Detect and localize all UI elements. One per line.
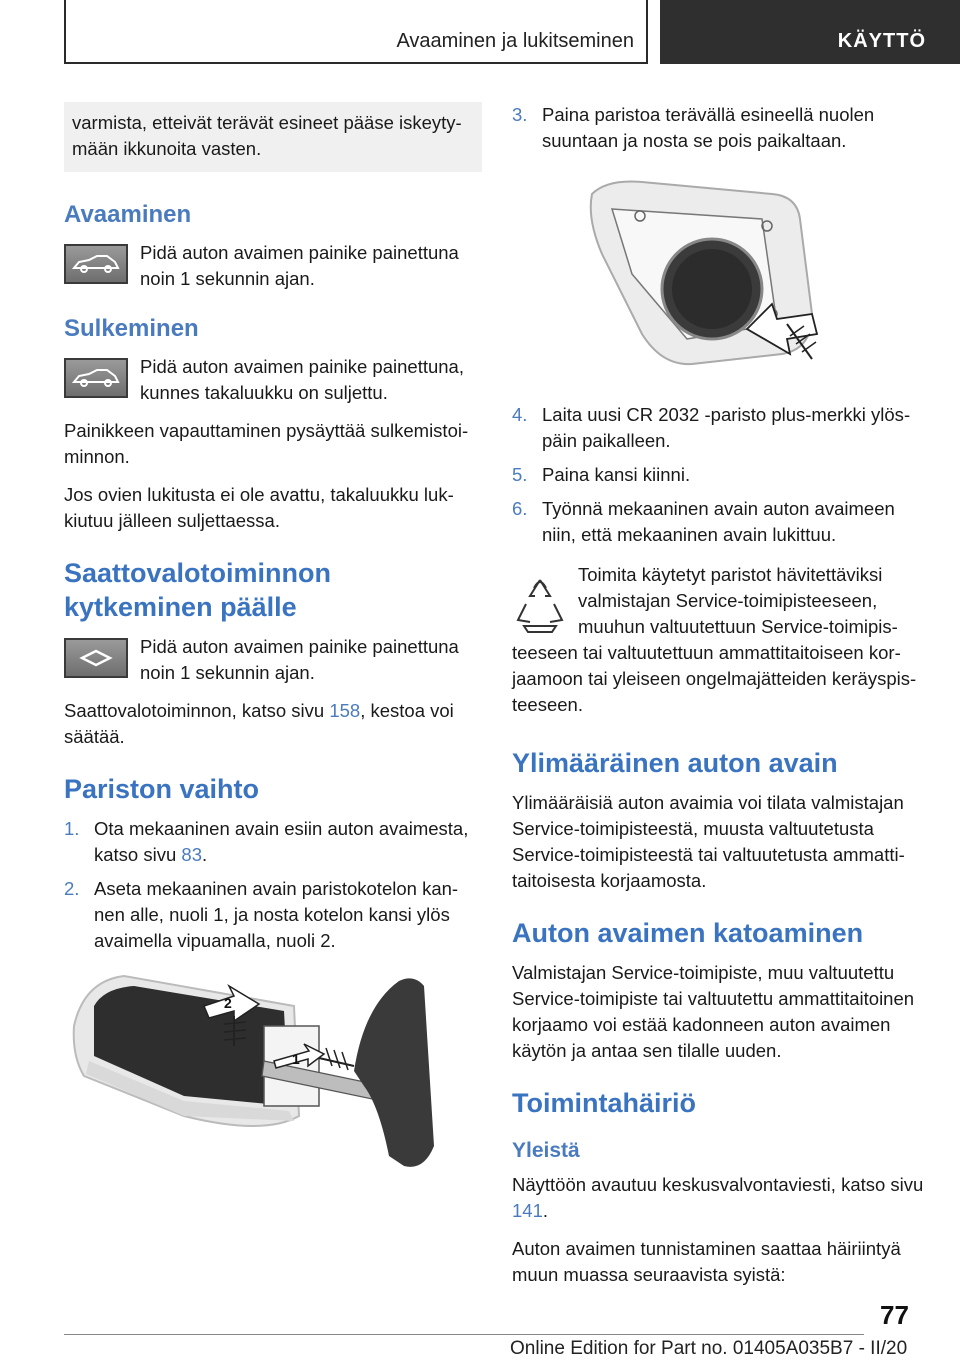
list-item: 2. Aseta mekaaninen avain paristokotelon kannen alle, nuoli 1, ja nosta kotelon kansi ylös avaimella vipuamalla, nuoli 2. — [64, 878, 459, 951]
section-opening — [64, 200, 482, 292]
footer-edition: Online Edition for Part no. 01405A035B7 - II/20 — [510, 1338, 908, 1359]
closing-paragraph-1: Painikkeen vapauttaminen pysäyttää sulkemistoiminnon. — [64, 420, 469, 467]
left-column — [64, 102, 482, 1248]
header-chapter-title: KÄYTTÖ — [837, 30, 926, 52]
list-item: 6. Työnnä mekaaninen avain auton avaimeen niin, että mekaaninen avain lukittuu. — [512, 498, 895, 545]
recycle-note-text: Toimita käytetyt paristot hävitettäviksi valmistajan Service-toimipisteeseen, muuhun valtuutettuun Service-toimipisteeseen tai valtuutettuun ammattitaitoiseen korjaamoon tai yleiseen ongelmajätteiden keräyspisteeseen. — [512, 564, 917, 715]
escort-instruction — [64, 634, 482, 686]
malfunction-title: Toimintahäiriö — [512, 1088, 697, 1118]
closing-paragraph-2: Jos ovien lukitusta ei ole avattu, takaluukku lukkiutuu jälleen suljettaessa. — [64, 484, 454, 531]
lost-key-title: Auton avaimen katoaminen — [512, 918, 864, 948]
list-item: 3. Paina paristoa terävällä esineellä nuolen suuntaan ja nosta se pois paikaltaan. — [512, 104, 875, 151]
section-escort-light — [64, 556, 482, 750]
escort-text: Pidä auton avaimen painike painettuna noin 1 sekunnin ajan. — [140, 636, 459, 683]
headlight-button-icon — [64, 638, 128, 678]
tailgate-button-icon — [64, 358, 128, 398]
tailgate-button-icon — [64, 244, 128, 284]
closing-instruction — [64, 354, 482, 406]
header-section-tab — [64, 0, 648, 64]
arrow-label-1: 1 — [292, 1051, 300, 1067]
list-item: 5. Paina kansi kiinni. — [512, 464, 691, 485]
section-lost-key — [512, 916, 928, 1064]
warning-note-box — [64, 102, 482, 172]
extra-key-title: Ylimääräinen auton avain — [512, 748, 838, 778]
malfunction-paragraph-2: Auton avaimen tunnistaminen saattaa häiriintyä muun muassa seuraavista syistä: — [512, 1238, 901, 1285]
page-number: 77 — [880, 1300, 909, 1330]
opening-title: Avaaminen — [64, 201, 192, 228]
recycle-note — [512, 562, 928, 718]
recycle-icon — [512, 568, 568, 640]
header-section-title: Avaaminen ja lukitseminen — [396, 30, 634, 52]
list-item: 4. Laita uusi CR 2032 -paristo plus-merkki ylöspäin paikalleen. — [512, 404, 911, 451]
battery-title: Pariston vaihto — [64, 774, 260, 804]
section-extra-key — [512, 746, 928, 894]
extra-key-text: Ylimääräisiä auton avaimia voi tilata valmistajan Service-toimipisteestä, muusta valtuutetusta Service-toimipisteestä tai valtuutetusta ammattitaitoisesta korjaamosta. — [512, 792, 905, 891]
page-link-158[interactable]: 158 — [329, 700, 361, 721]
section-closing — [64, 314, 482, 534]
battery-steps-final — [512, 402, 928, 548]
battery-steps-continued — [512, 102, 928, 154]
page-link-83[interactable]: 83 — [181, 844, 202, 865]
arrow-label-2: 2 — [224, 995, 232, 1011]
lost-key-text: Valmistajan Service-toimipiste, muu valtuutettu Service-toimipiste tai valtuutettu ammattitaitoinen korjaamo voi estää kadonneen auton avaimen käytön ja antaa sen tilalle uuden. — [512, 962, 915, 1061]
warning-note-text: varmista, etteivät terävät esineet pääse iskeytymään ikkunoita vasten. — [72, 112, 462, 159]
escort-title: Saattovalotoiminnon kytkeminen päälle — [64, 558, 332, 622]
malfunction-paragraph-1: Näyttöön avautuu keskusvalvontaviesti, katso sivu 141. — [512, 1174, 924, 1221]
key-battery-cover-illustration — [64, 966, 474, 1226]
page-link-141[interactable]: 141 — [512, 1200, 543, 1221]
battery-removal-illustration — [512, 174, 928, 384]
opening-instruction — [64, 240, 482, 292]
battery-steps — [64, 816, 482, 954]
footer-divider — [64, 1334, 864, 1335]
header-chapter-tab — [660, 0, 960, 64]
list-item: 1. Ota mekaaninen avain esiin auton avaimesta, katso sivu 83. — [64, 818, 469, 865]
general-title: Yleistä — [512, 1139, 580, 1162]
closing-title: Sulkeminen — [64, 315, 199, 342]
section-malfunction — [512, 1086, 928, 1288]
right-column — [512, 102, 928, 1310]
section-battery-change — [64, 772, 482, 1226]
escort-paragraph: Saattovalotoiminnon, katso sivu 158, kestoa voi säätää. — [64, 700, 454, 747]
opening-text: Pidä auton avaimen painike painettuna noin 1 sekunnin ajan. — [140, 242, 459, 289]
closing-text: Pidä auton avaimen painike painettuna, kunnes takaluukku on suljettu. — [140, 356, 464, 403]
